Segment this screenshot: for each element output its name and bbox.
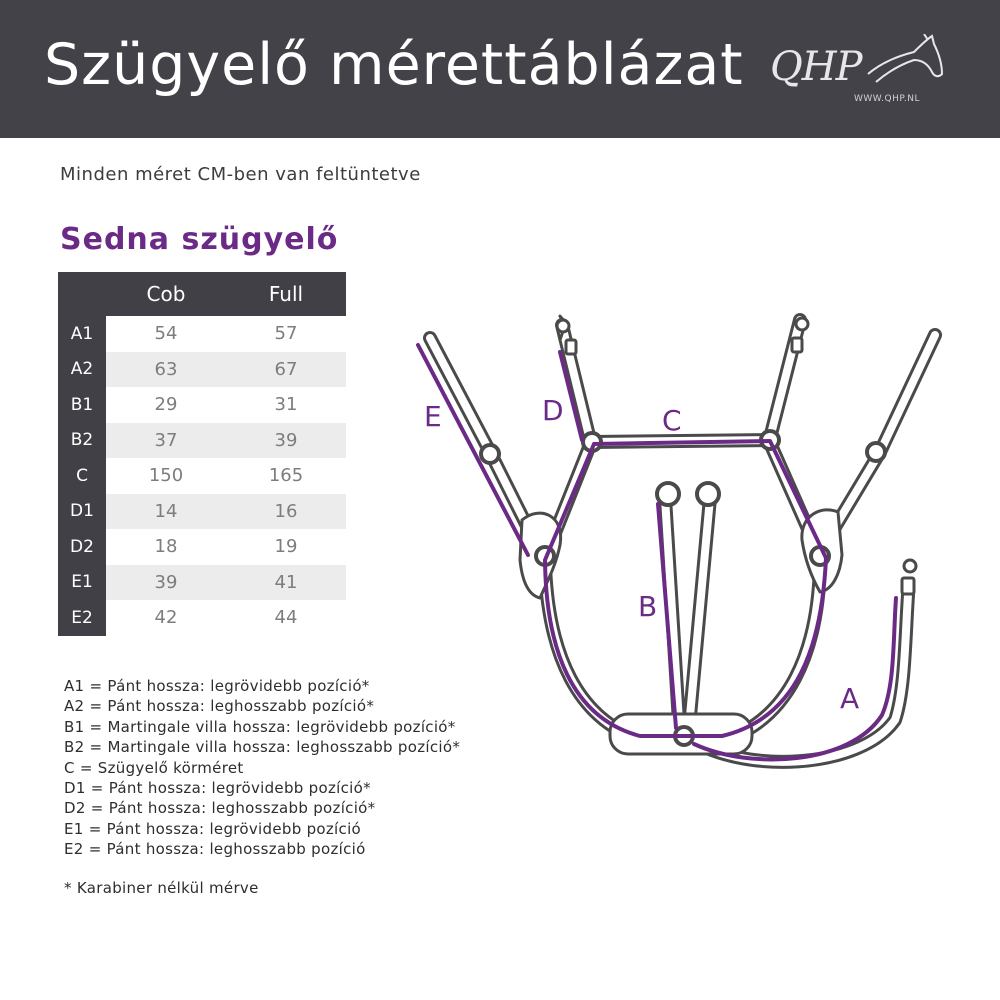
cell-cob: 63 <box>106 352 226 388</box>
cell-cob: 39 <box>106 565 226 601</box>
table-row <box>58 423 346 459</box>
legend-item: D1 = Pánt hossza: legrövidebb pozíció* <box>64 778 371 797</box>
measure-line-e <box>418 345 528 555</box>
header-bar <box>0 0 1000 138</box>
horse-head-icon <box>862 34 946 98</box>
legend-item: E1 = Pánt hossza: legrövidebb pozíció <box>64 819 362 838</box>
row-label: C <box>58 458 106 494</box>
legend-item: D2 = Pánt hossza: leghosszabb pozíció* <box>64 799 376 818</box>
legend-item: A1 = Pánt hossza: legrövidebb pozíció* <box>64 677 370 695</box>
cell-full: 57 <box>274 323 298 345</box>
column-header-cob: Cob <box>106 272 226 316</box>
cell-cob: 150 <box>148 465 184 487</box>
logo-url: WWW.QHP.NL <box>854 94 921 104</box>
size-table <box>58 272 346 636</box>
table-row <box>58 316 346 352</box>
cell-full: 16 <box>226 494 346 530</box>
brand-logo <box>766 34 952 114</box>
row-label: A1 <box>58 316 106 352</box>
logo-text: QHP <box>770 44 862 90</box>
cell-cob: 14 <box>106 494 226 530</box>
cell-full: 31 <box>274 394 298 416</box>
cell-full: 41 <box>226 565 346 601</box>
cell-full: 67 <box>226 352 346 388</box>
table-row <box>58 565 346 601</box>
cell-full: 44 <box>274 607 298 629</box>
page-title: Szügyelő mérettáblázat <box>44 32 744 98</box>
table-header-row <box>58 272 346 316</box>
cell-cob: 42 <box>154 607 178 629</box>
row-label: E2 <box>58 600 106 636</box>
row-label: D2 <box>58 529 106 565</box>
cell-full: 39 <box>226 423 346 459</box>
row-label: A2 <box>58 352 106 388</box>
column-header-full: Full <box>226 272 346 316</box>
column-header-corner <box>58 272 106 316</box>
footnote: * Karabiner nélkül mérve <box>64 879 259 897</box>
cell-cob: 54 <box>154 323 178 345</box>
row-label: D1 <box>58 494 106 530</box>
cell-cob: 37 <box>106 423 226 459</box>
table-row <box>58 600 346 636</box>
cell-full: 165 <box>268 465 304 487</box>
label-e: E <box>424 400 442 433</box>
label-d: D <box>542 394 564 427</box>
legend-item: A2 = Pánt hossza: leghosszabb pozíció* <box>64 697 375 716</box>
label-c: C <box>662 404 682 437</box>
row-label: E1 <box>58 565 106 601</box>
table-row <box>58 352 346 388</box>
table-row <box>58 494 346 530</box>
table-row <box>58 458 346 494</box>
row-label: B2 <box>58 423 106 459</box>
breastplate-diagram <box>400 300 960 800</box>
legend-item: B1 = Martingale villa hossza: legrövidebb pozíció* <box>64 717 456 736</box>
cell-full: 19 <box>274 536 298 558</box>
product-title: Sedna szügyelő <box>60 222 339 257</box>
table-row <box>58 387 346 423</box>
cell-cob: 18 <box>154 536 178 558</box>
units-note: Minden méret CM-ben van feltüntetve <box>60 164 421 185</box>
legend-item: E2 = Pánt hossza: leghosszabb pozíció <box>64 840 366 859</box>
label-a: A <box>840 682 860 715</box>
row-label: B1 <box>58 387 106 423</box>
cell-cob: 29 <box>154 394 178 416</box>
label-b: B <box>638 590 658 623</box>
legend-item: C = Szügyelő körméret <box>64 758 244 777</box>
legend-item: B2 = Martingale villa hossza: leghosszabb pozíció* <box>64 738 461 757</box>
table-row <box>58 529 346 565</box>
